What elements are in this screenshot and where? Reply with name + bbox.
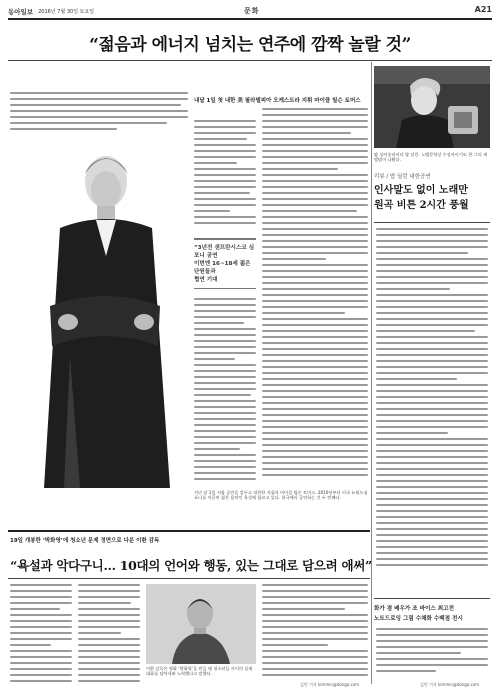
side-rule [374,222,490,223]
second-kicker: 19일 개봉한 ‘박화영’에 청소년 문제 정면으로 다룬 이환 감독 [10,538,160,544]
paper-logo: 동아일보 [8,7,34,16]
main-headline: “젊음과 에너지 넘치는 연주에 깜짝 놀랄 것” [89,35,411,55]
main-photo-caption: 지난 달 1일 서울 공연을 앞두고 내한한 지휘자 마이클 틸슨 토머스. 2010년부터 미국 뉴월드심포니를 이끌며 젊은 음악인 육성에 힘쓰고 있다. 한국에서 공연하는 건 두 번째다. [194,490,368,501]
director-photo [146,584,256,664]
side-box-rule [374,598,490,599]
masthead-rule [8,18,492,20]
pull-quote-line-1: “3년전 샌프란시스코 심포니 공연 [194,244,255,259]
second-body-col1 [10,584,72,684]
second-body-col2 [78,584,140,684]
main-body-col1b [194,298,256,484]
side-box-body [376,628,488,678]
intro-text [10,92,188,136]
side-body [376,228,488,578]
side-box-head-1: 화가 겸 배우가 조 바이스 최고전 [374,606,454,612]
second-body-col3 [262,584,368,680]
pull-quote [194,234,256,293]
conductor-photo [10,136,188,488]
second-headline-rule [8,578,370,579]
page-number: A21 [474,5,492,14]
main-body-col2 [262,108,368,484]
issue-date: 2016년 7월 30일 토요일 [38,8,95,15]
side-headline-1: 인사말도 없이 노래만 [374,185,468,196]
section-label: 문화 [244,7,260,15]
column-divider [371,62,372,684]
second-article-rule [8,530,370,532]
side-byline: 김민 기자 kimmin@donga.com [420,682,480,687]
side-kicker: 리뷰 / 밥 딜런 내한공연 [374,174,431,180]
pull-quote-line-2: 이번엔 16~18세 젊은 단원들과 [194,260,251,275]
side-box-head-2: 노트드로잉 그림 수채화 수백점 전시 [374,616,463,622]
pull-quote-line-3: 협연 기대 [194,276,218,283]
second-byline: 김민 기자 kimmin@donga.com [300,682,360,687]
headline-rule [8,60,492,61]
masthead [8,6,492,16]
side-photo-caption: 팝 싱어송라이터 밥 딜런. 노벨문학상 수상자이기도 한 그의 새 앨범이 나왔다. [374,152,488,163]
second-headline: “욕설과 악다구니… 10대의 언어와 행동, 있는 그대로 담으려 애써” [10,558,372,573]
side-headline-2: 원곡 비튼 2시간 풍월 [374,200,469,211]
main-subhead: 내달 1일 첫 내한 美 필라델피아 오케스트라 지휘 마이클 틸슨 토머스 [194,98,361,104]
bob-dylan-photo [374,66,490,148]
second-photo-caption: 이환 감독은 영화 ‘박화영’을 만들 때 청소년들 사이의 실제 대화를 담아내려 노력했다고 말했다. [146,666,253,677]
main-body-col1 [194,120,256,228]
